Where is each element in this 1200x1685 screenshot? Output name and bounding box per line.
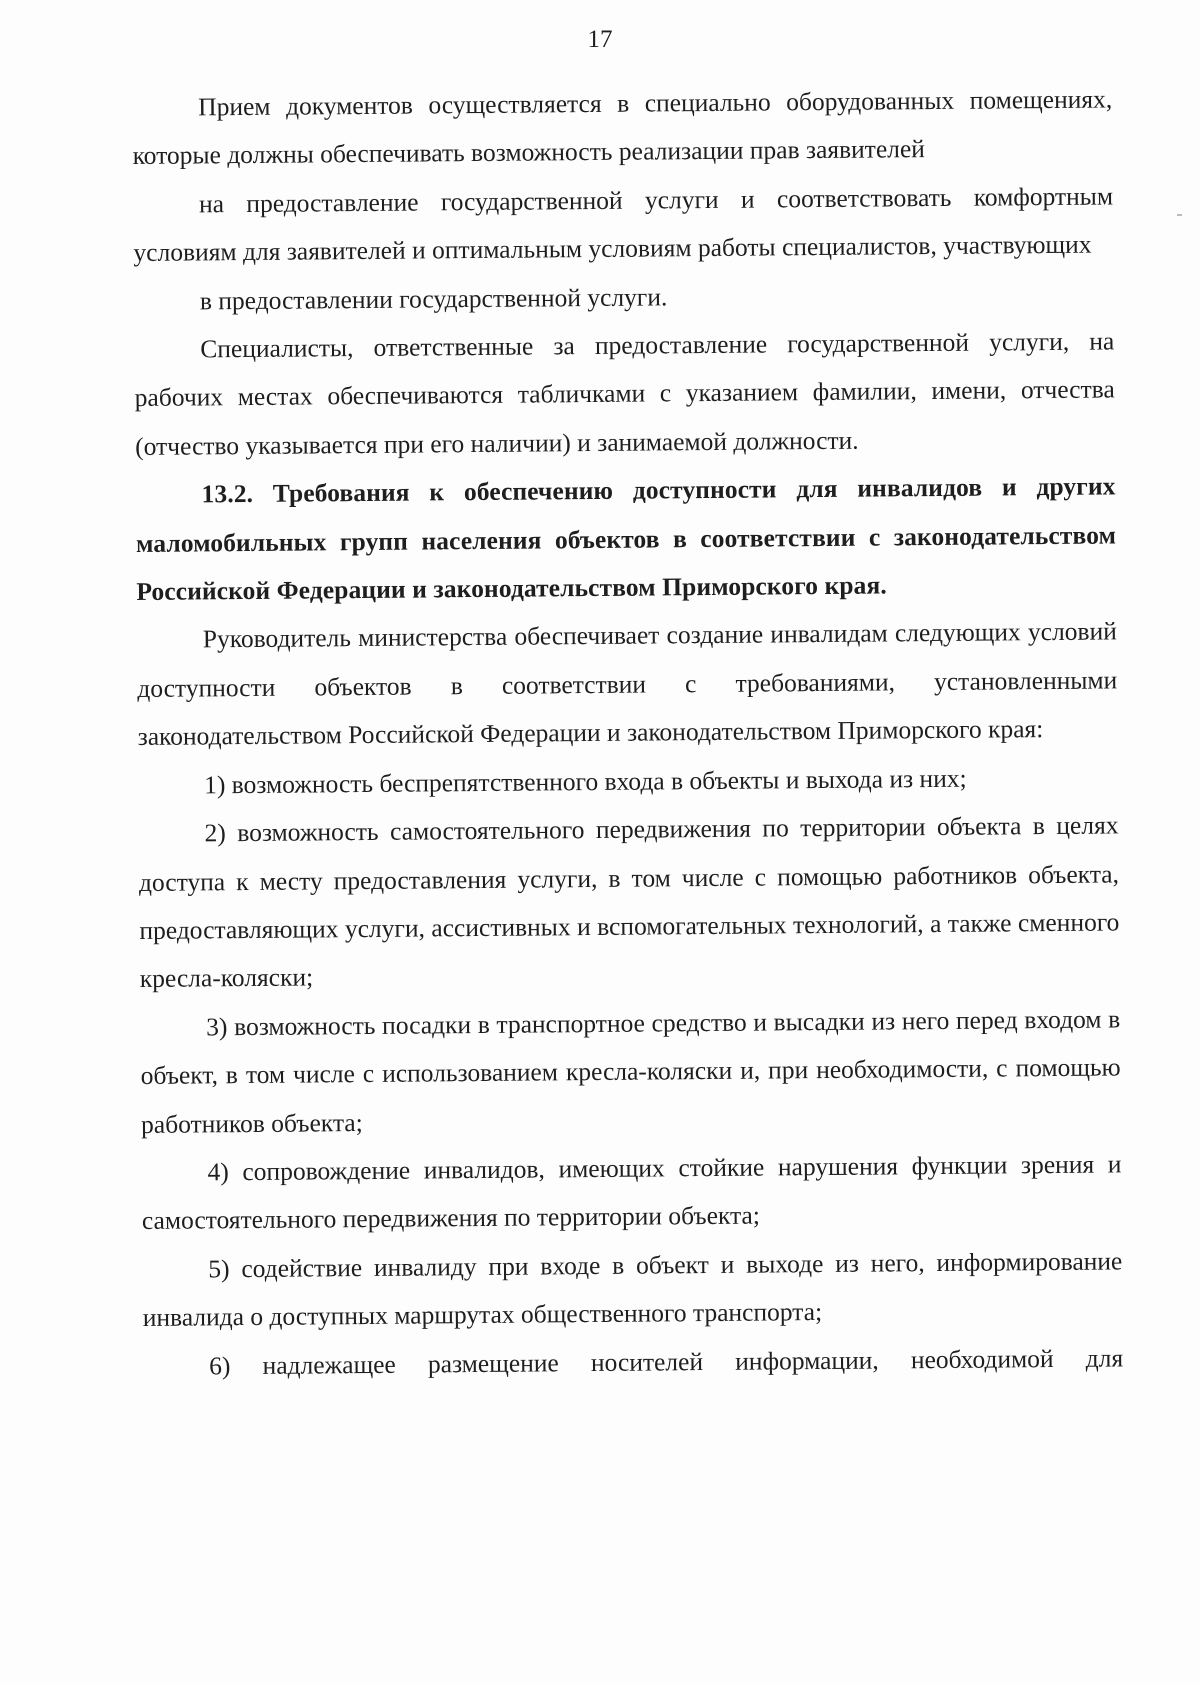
paragraph-comfort-conditions: на предоставление государственной услуги и соответствовать комфортным условиям для заявителей и оптимальным условиям работы специалистов, участвующих (133, 181, 1114, 268)
list-item: 5) содействие инвалиду при входе в объект и выходе из него, информирование инвалида о доступных маршрутах общественного транспорта; (142, 1246, 1123, 1333)
section-heading-accessibility: 13.2. Требования к обеспечению доступности для инвалидов и других маломобильных групп населения объектов в соответствии с законодательством Российской Федерации и законодательством Приморского края. (135, 471, 1117, 607)
document-body (132, 75, 1123, 1390)
list-item: 1) возможность беспрепятственного входа в объекты и выхода из них; (203, 763, 967, 800)
list-item: 4) сопровождение инвалидов, имеющих стойкие нарушения функции зрения и самостоятельного передвижения по территории объекта; (141, 1149, 1122, 1236)
paragraph-document-reception: Прием документов осуществляется в специально оборудованных помещениях, которые должны обеспечивать возможность реализации прав заявителей (132, 84, 1113, 171)
list-item: 6) надлежащее размещение носителей информации, необходимой для (209, 1342, 1124, 1380)
paragraph-accessibility-intro: Руководитель министерства обеспечивает создание инвалидам следующих условий доступности объектов в соответствии с требованиями, установленными законодательством Российской Федерации и законодательством Приморского края: (137, 616, 1118, 752)
paragraph-service-provision: в предоставлении государственной услуги. (199, 281, 668, 316)
scan-speck (1177, 214, 1182, 216)
paragraph-specialists-nameplates: Специалисты, ответственные за предоставление государственной услуги, на рабочих местах обеспечиваются табличками с указанием фамилии, имени, отчества (отчество указывается при его наличии) и занимаемой должности. (134, 326, 1115, 461)
list-item: 2) возможность самостоятельного передвижения по территории объекта в целях доступа к месту предоставления услуги, в том числе с помощью работников объекта, предоставляющих услуги, ассистивных и вспомогательных технологий, а также сменного кресла-коляски; (138, 810, 1120, 994)
list-item: 3) возможность посадки в транспортное средство и высадки из него перед входом в объект, в том числе с использованием кресла-коляски и, при необходимости, с помощью работников объекта; (140, 1004, 1121, 1139)
page-number: 17 (587, 26, 613, 53)
